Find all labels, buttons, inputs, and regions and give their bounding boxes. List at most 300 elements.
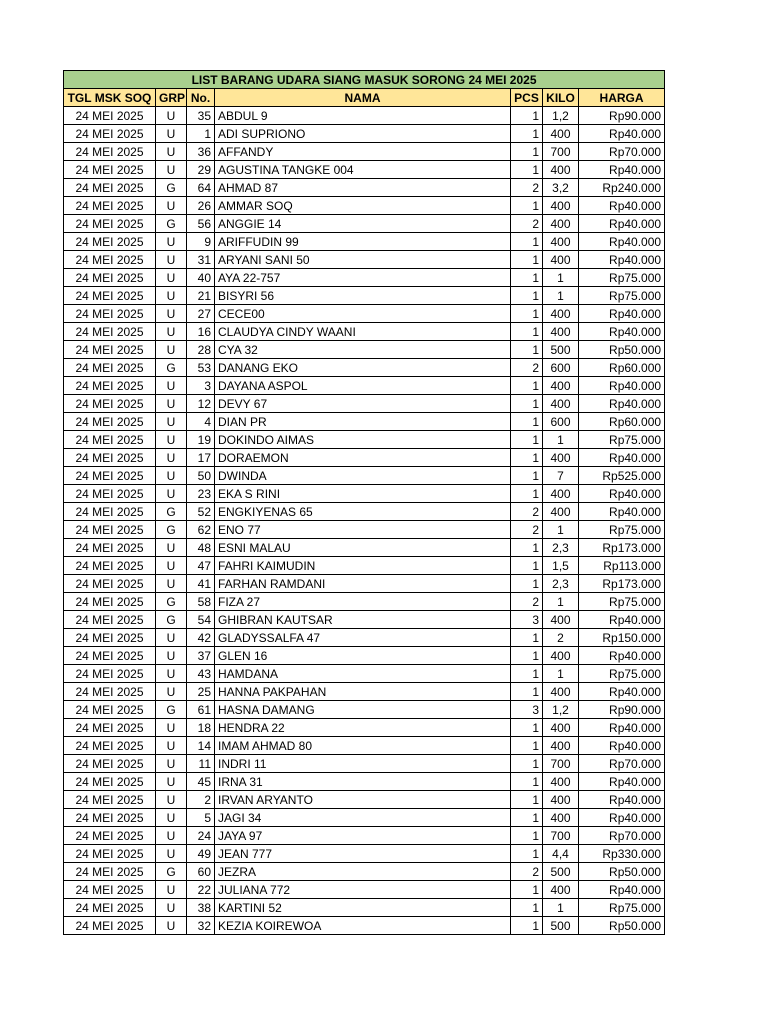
cell-pcs: 1: [511, 161, 543, 179]
cell-date: 24 MEI 2025: [64, 773, 156, 791]
cell-harga: Rp40.000: [579, 251, 665, 269]
cell-pcs: 1: [511, 539, 543, 557]
cell-no: 36: [187, 143, 215, 161]
cell-nama: AFFANDY: [215, 143, 511, 161]
cell-no: 9: [187, 233, 215, 251]
cell-pcs: 1: [511, 431, 543, 449]
cell-pcs: 2: [511, 863, 543, 881]
cell-harga: Rp50.000: [579, 863, 665, 881]
cell-nama: HANNA PAKPAHAN: [215, 683, 511, 701]
cell-pcs: 1: [511, 287, 543, 305]
cell-harga: Rp60.000: [579, 359, 665, 377]
cell-kilo: 2,3: [543, 539, 579, 557]
cell-harga: Rp40.000: [579, 503, 665, 521]
cell-harga: Rp240.000: [579, 179, 665, 197]
table-row: [64, 251, 665, 269]
cell-harga: Rp173.000: [579, 539, 665, 557]
table-row: [64, 323, 665, 341]
table-row: [64, 863, 665, 881]
cell-grp: U: [156, 305, 187, 323]
cell-pcs: 1: [511, 449, 543, 467]
cell-grp: U: [156, 287, 187, 305]
cell-grp: U: [156, 827, 187, 845]
cell-grp: U: [156, 251, 187, 269]
cell-date: 24 MEI 2025: [64, 701, 156, 719]
cell-kilo: 400: [543, 773, 579, 791]
cell-harga: Rp70.000: [579, 755, 665, 773]
cell-harga: Rp75.000: [579, 593, 665, 611]
table-row: [64, 575, 665, 593]
cell-nama: ADI SUPRIONO: [215, 125, 511, 143]
cell-kilo: 400: [543, 161, 579, 179]
cell-grp: G: [156, 503, 187, 521]
cell-no: 62: [187, 521, 215, 539]
cell-date: 24 MEI 2025: [64, 413, 156, 431]
cell-harga: Rp40.000: [579, 161, 665, 179]
cell-no: 42: [187, 629, 215, 647]
cell-date: 24 MEI 2025: [64, 917, 156, 935]
cell-nama: JAYA 97: [215, 827, 511, 845]
cell-nama: IRVAN ARYANTO: [215, 791, 511, 809]
cell-date: 24 MEI 2025: [64, 863, 156, 881]
cell-kilo: 400: [543, 683, 579, 701]
cell-nama: IMAM AHMAD 80: [215, 737, 511, 755]
cell-harga: Rp150.000: [579, 629, 665, 647]
cell-harga: Rp40.000: [579, 809, 665, 827]
table-row: [64, 683, 665, 701]
cell-no: 25: [187, 683, 215, 701]
cell-no: 27: [187, 305, 215, 323]
cell-no: 2: [187, 791, 215, 809]
cell-kilo: 400: [543, 233, 579, 251]
cell-pcs: 2: [511, 215, 543, 233]
col-header-harga: HARGA: [579, 89, 665, 107]
cell-harga: Rp50.000: [579, 341, 665, 359]
cell-pcs: 1: [511, 305, 543, 323]
table-row: [64, 719, 665, 737]
cell-date: 24 MEI 2025: [64, 593, 156, 611]
cell-kilo: 1: [543, 899, 579, 917]
cell-harga: Rp90.000: [579, 107, 665, 125]
cell-harga: Rp40.000: [579, 683, 665, 701]
cell-grp: U: [156, 323, 187, 341]
cell-harga: Rp40.000: [579, 395, 665, 413]
cell-date: 24 MEI 2025: [64, 197, 156, 215]
col-header-nama: NAMA: [215, 89, 511, 107]
cell-grp: U: [156, 233, 187, 251]
cell-pcs: 1: [511, 845, 543, 863]
cell-pcs: 1: [511, 557, 543, 575]
cell-grp: U: [156, 683, 187, 701]
cell-kilo: 1: [543, 665, 579, 683]
cell-date: 24 MEI 2025: [64, 269, 156, 287]
cell-date: 24 MEI 2025: [64, 215, 156, 233]
cell-kilo: 400: [543, 791, 579, 809]
cell-date: 24 MEI 2025: [64, 827, 156, 845]
cell-kilo: 4,4: [543, 845, 579, 863]
cell-nama: DIAN PR: [215, 413, 511, 431]
table-row: [64, 431, 665, 449]
cell-grp: U: [156, 575, 187, 593]
cell-grp: U: [156, 107, 187, 125]
cell-pcs: 1: [511, 773, 543, 791]
cell-pcs: 1: [511, 467, 543, 485]
cell-pcs: 1: [511, 107, 543, 125]
cell-nama: HENDRA 22: [215, 719, 511, 737]
cell-date: 24 MEI 2025: [64, 881, 156, 899]
cell-nama: KARTINI 52: [215, 899, 511, 917]
cell-date: 24 MEI 2025: [64, 449, 156, 467]
table-row: [64, 773, 665, 791]
table-row: [64, 917, 665, 935]
cell-no: 64: [187, 179, 215, 197]
cell-harga: Rp40.000: [579, 881, 665, 899]
cell-grp: U: [156, 395, 187, 413]
cell-kilo: 400: [543, 323, 579, 341]
cell-nama: JEZRA: [215, 863, 511, 881]
cell-nama: ANGGIE 14: [215, 215, 511, 233]
cell-harga: Rp40.000: [579, 125, 665, 143]
table-row: [64, 107, 665, 125]
cell-grp: U: [156, 341, 187, 359]
cell-grp: U: [156, 539, 187, 557]
cell-harga: Rp113.000: [579, 557, 665, 575]
cell-no: 37: [187, 647, 215, 665]
table-row: [64, 845, 665, 863]
cell-nama: IRNA 31: [215, 773, 511, 791]
cell-kilo: 1: [543, 431, 579, 449]
table-row: [64, 809, 665, 827]
cell-no: 4: [187, 413, 215, 431]
cell-harga: Rp40.000: [579, 323, 665, 341]
cell-grp: G: [156, 611, 187, 629]
table-row: [64, 737, 665, 755]
table-row: [64, 899, 665, 917]
cell-grp: G: [156, 863, 187, 881]
cell-pcs: 1: [511, 323, 543, 341]
cell-pcs: 2: [511, 593, 543, 611]
cell-kilo: 1: [543, 287, 579, 305]
cell-kilo: 500: [543, 341, 579, 359]
cell-grp: U: [156, 557, 187, 575]
cell-kilo: 400: [543, 503, 579, 521]
cell-grp: G: [156, 593, 187, 611]
cell-date: 24 MEI 2025: [64, 611, 156, 629]
cell-no: 32: [187, 917, 215, 935]
cell-kilo: 700: [543, 827, 579, 845]
cell-kilo: 400: [543, 377, 579, 395]
cell-pcs: 1: [511, 719, 543, 737]
cell-harga: Rp75.000: [579, 287, 665, 305]
cell-date: 24 MEI 2025: [64, 575, 156, 593]
cell-nama: ENGKIYENAS 65: [215, 503, 511, 521]
table-row: [64, 467, 665, 485]
cell-pcs: 1: [511, 827, 543, 845]
cell-nama: AGUSTINA TANGKE 004: [215, 161, 511, 179]
cell-grp: U: [156, 737, 187, 755]
cell-pcs: 1: [511, 251, 543, 269]
cell-date: 24 MEI 2025: [64, 467, 156, 485]
cell-harga: Rp40.000: [579, 215, 665, 233]
cell-nama: FAHRI KAIMUDIN: [215, 557, 511, 575]
cell-harga: Rp40.000: [579, 611, 665, 629]
cell-date: 24 MEI 2025: [64, 143, 156, 161]
cell-kilo: 700: [543, 143, 579, 161]
table-row: [64, 449, 665, 467]
cell-no: 38: [187, 899, 215, 917]
cell-nama: JULIANA 772: [215, 881, 511, 899]
cell-kilo: 7: [543, 467, 579, 485]
cell-no: 18: [187, 719, 215, 737]
cell-nama: ARIFFUDIN 99: [215, 233, 511, 251]
cell-nama: JAGI 34: [215, 809, 511, 827]
cell-harga: Rp75.000: [579, 269, 665, 287]
cell-nama: CECE00: [215, 305, 511, 323]
cell-no: 22: [187, 881, 215, 899]
cell-no: 49: [187, 845, 215, 863]
cell-kilo: 400: [543, 737, 579, 755]
cell-pcs: 3: [511, 701, 543, 719]
cell-pcs: 1: [511, 197, 543, 215]
cell-grp: G: [156, 701, 187, 719]
table-row: [64, 305, 665, 323]
cell-no: 19: [187, 431, 215, 449]
cell-harga: Rp75.000: [579, 521, 665, 539]
cell-pcs: 1: [511, 413, 543, 431]
cell-grp: U: [156, 269, 187, 287]
cell-grp: U: [156, 719, 187, 737]
cell-no: 50: [187, 467, 215, 485]
cell-harga: Rp40.000: [579, 305, 665, 323]
cell-nama: DEVY 67: [215, 395, 511, 413]
cell-no: 24: [187, 827, 215, 845]
cell-harga: Rp40.000: [579, 737, 665, 755]
cell-nama: ESNI MALAU: [215, 539, 511, 557]
cell-nama: AHMAD 87: [215, 179, 511, 197]
cell-pcs: 2: [511, 359, 543, 377]
cell-kilo: 2: [543, 629, 579, 647]
cell-date: 24 MEI 2025: [64, 755, 156, 773]
cell-harga: Rp40.000: [579, 773, 665, 791]
table-row: [64, 197, 665, 215]
cell-date: 24 MEI 2025: [64, 107, 156, 125]
cell-harga: Rp40.000: [579, 791, 665, 809]
cell-pcs: 1: [511, 143, 543, 161]
cell-pcs: 1: [511, 737, 543, 755]
cell-kilo: 500: [543, 917, 579, 935]
cell-pcs: 1: [511, 809, 543, 827]
cell-pcs: 1: [511, 899, 543, 917]
cell-harga: Rp40.000: [579, 377, 665, 395]
cell-kilo: 1,2: [543, 107, 579, 125]
cell-harga: Rp50.000: [579, 917, 665, 935]
cell-grp: U: [156, 431, 187, 449]
table-row: [64, 395, 665, 413]
table-row: [64, 539, 665, 557]
cell-nama: AYA 22-757: [215, 269, 511, 287]
sheet-title: LIST BARANG UDARA SIANG MASUK SORONG 24 MEI 2025: [64, 71, 665, 89]
cell-kilo: 400: [543, 395, 579, 413]
table-row: [64, 341, 665, 359]
cell-nama: GLADYSSALFA 47: [215, 629, 511, 647]
cell-pcs: 1: [511, 683, 543, 701]
cell-nama: CLAUDYA CINDY WAANI: [215, 323, 511, 341]
table-row: [64, 269, 665, 287]
cell-no: 48: [187, 539, 215, 557]
cell-no: 41: [187, 575, 215, 593]
cell-nama: DANANG EKO: [215, 359, 511, 377]
cell-nama: ENO 77: [215, 521, 511, 539]
cell-nama: CYA 32: [215, 341, 511, 359]
cell-grp: U: [156, 377, 187, 395]
cell-harga: Rp40.000: [579, 647, 665, 665]
cell-pcs: 2: [511, 503, 543, 521]
cell-no: 47: [187, 557, 215, 575]
cell-pcs: 1: [511, 269, 543, 287]
cell-date: 24 MEI 2025: [64, 809, 156, 827]
cell-harga: Rp40.000: [579, 197, 665, 215]
cell-no: 56: [187, 215, 215, 233]
cell-harga: Rp90.000: [579, 701, 665, 719]
table-row: [64, 557, 665, 575]
cell-pcs: 1: [511, 755, 543, 773]
cell-date: 24 MEI 2025: [64, 341, 156, 359]
goods-list-table: [63, 70, 665, 935]
cell-date: 24 MEI 2025: [64, 683, 156, 701]
cell-kilo: 1: [543, 593, 579, 611]
cell-date: 24 MEI 2025: [64, 521, 156, 539]
cell-nama: AMMAR SOQ: [215, 197, 511, 215]
cell-harga: Rp75.000: [579, 431, 665, 449]
table-row: [64, 755, 665, 773]
col-header-tgl: TGL MSK SOQ: [64, 89, 156, 107]
cell-no: 28: [187, 341, 215, 359]
cell-grp: U: [156, 665, 187, 683]
cell-harga: Rp70.000: [579, 143, 665, 161]
cell-date: 24 MEI 2025: [64, 791, 156, 809]
cell-date: 24 MEI 2025: [64, 323, 156, 341]
cell-kilo: 1: [543, 521, 579, 539]
table-row: [64, 125, 665, 143]
cell-pcs: 3: [511, 611, 543, 629]
col-header-kilo: KILO: [543, 89, 579, 107]
table-row: [64, 179, 665, 197]
cell-pcs: 1: [511, 485, 543, 503]
cell-grp: U: [156, 917, 187, 935]
cell-no: 54: [187, 611, 215, 629]
table-row: [64, 485, 665, 503]
table-row: [64, 611, 665, 629]
cell-grp: U: [156, 161, 187, 179]
cell-grp: U: [156, 845, 187, 863]
cell-kilo: 1: [543, 269, 579, 287]
cell-nama: FIZA 27: [215, 593, 511, 611]
cell-no: 53: [187, 359, 215, 377]
table-row: [64, 215, 665, 233]
cell-no: 17: [187, 449, 215, 467]
cell-no: 52: [187, 503, 215, 521]
cell-grp: U: [156, 143, 187, 161]
cell-harga: Rp40.000: [579, 485, 665, 503]
cell-date: 24 MEI 2025: [64, 395, 156, 413]
cell-pcs: 1: [511, 665, 543, 683]
cell-date: 24 MEI 2025: [64, 737, 156, 755]
cell-pcs: 2: [511, 521, 543, 539]
cell-pcs: 1: [511, 791, 543, 809]
cell-nama: DAYANA ASPOL: [215, 377, 511, 395]
table-row: [64, 701, 665, 719]
table-row: [64, 827, 665, 845]
cell-kilo: 3,2: [543, 179, 579, 197]
cell-no: 40: [187, 269, 215, 287]
table-row: [64, 629, 665, 647]
cell-date: 24 MEI 2025: [64, 251, 156, 269]
cell-pcs: 1: [511, 377, 543, 395]
cell-nama: HAMDANA: [215, 665, 511, 683]
cell-harga: Rp40.000: [579, 233, 665, 251]
cell-nama: DWINDA: [215, 467, 511, 485]
table-row: [64, 161, 665, 179]
cell-no: 21: [187, 287, 215, 305]
cell-kilo: 600: [543, 413, 579, 431]
cell-kilo: 500: [543, 863, 579, 881]
cell-grp: U: [156, 413, 187, 431]
table-row: [64, 503, 665, 521]
cell-nama: ABDUL 9: [215, 107, 511, 125]
cell-harga: Rp75.000: [579, 665, 665, 683]
cell-kilo: 400: [543, 125, 579, 143]
table-row: [64, 791, 665, 809]
table-row: [64, 143, 665, 161]
cell-pcs: 1: [511, 395, 543, 413]
cell-harga: Rp60.000: [579, 413, 665, 431]
cell-kilo: 600: [543, 359, 579, 377]
cell-pcs: 1: [511, 341, 543, 359]
table-row: [64, 377, 665, 395]
cell-date: 24 MEI 2025: [64, 845, 156, 863]
cell-grp: U: [156, 629, 187, 647]
col-header-pcs: PCS: [511, 89, 543, 107]
cell-harga: Rp525.000: [579, 467, 665, 485]
table-row: [64, 881, 665, 899]
cell-grp: G: [156, 359, 187, 377]
cell-date: 24 MEI 2025: [64, 539, 156, 557]
table-row: [64, 593, 665, 611]
cell-no: 12: [187, 395, 215, 413]
cell-kilo: 400: [543, 197, 579, 215]
cell-date: 24 MEI 2025: [64, 629, 156, 647]
cell-kilo: 400: [543, 809, 579, 827]
cell-no: 16: [187, 323, 215, 341]
cell-kilo: 400: [543, 611, 579, 629]
cell-date: 24 MEI 2025: [64, 179, 156, 197]
cell-grp: U: [156, 467, 187, 485]
cell-date: 24 MEI 2025: [64, 431, 156, 449]
cell-grp: U: [156, 899, 187, 917]
cell-grp: G: [156, 521, 187, 539]
cell-kilo: 400: [543, 719, 579, 737]
cell-grp: U: [156, 773, 187, 791]
cell-pcs: 1: [511, 575, 543, 593]
cell-nama: HASNA DAMANG: [215, 701, 511, 719]
cell-no: 14: [187, 737, 215, 755]
cell-kilo: 1,2: [543, 701, 579, 719]
cell-date: 24 MEI 2025: [64, 899, 156, 917]
table-body: [64, 107, 665, 935]
cell-no: 61: [187, 701, 215, 719]
cell-nama: GLEN 16: [215, 647, 511, 665]
cell-harga: Rp173.000: [579, 575, 665, 593]
